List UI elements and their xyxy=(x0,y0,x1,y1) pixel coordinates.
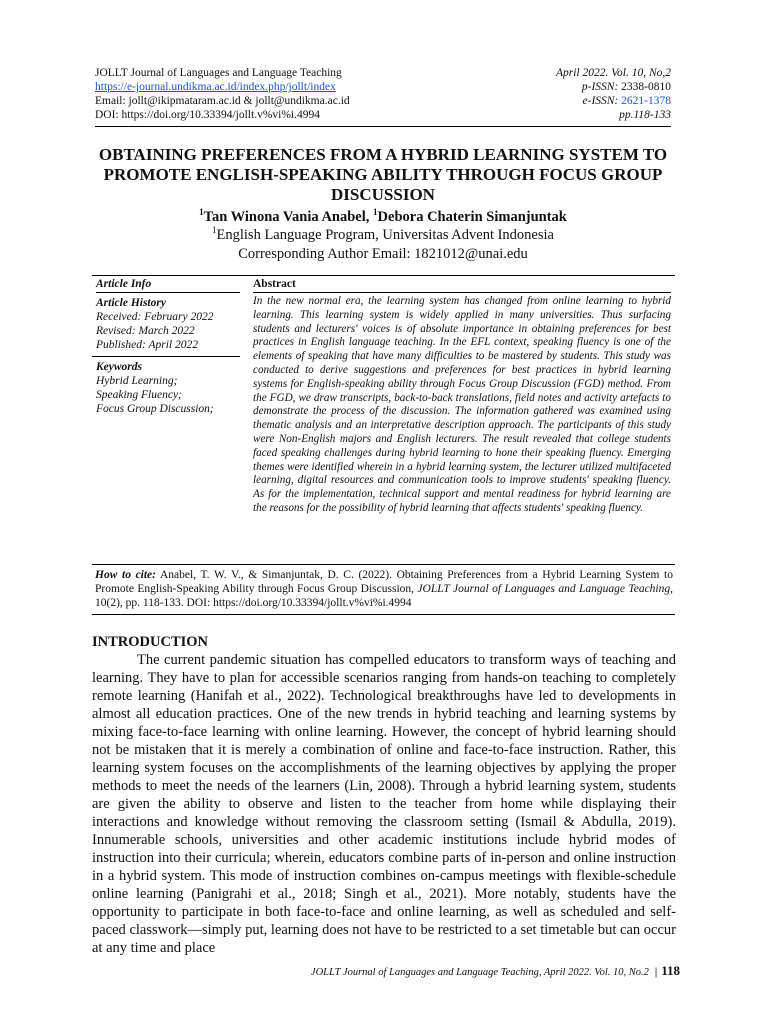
author2-name: Debora Chaterin Simanjuntak xyxy=(377,209,567,225)
footer-journal: JOLLT Journal of Languages and Language Teaching, April 2022. Vol. 10, No.2 xyxy=(310,967,649,978)
keyword: Focus Group Discussion; xyxy=(96,403,214,415)
journal-name: JOLLT Journal of Languages and Language Teaching xyxy=(95,67,342,79)
paper-title: OBTAINING PREFERENCES FROM A HYBRID LEARNING SYSTEM TO PROMOTE ENGLISH-SPEAKING ABILITY THROUGH FOCUS GROUP DISCUSSION xyxy=(98,145,668,204)
introduction-heading: INTRODUCTION xyxy=(92,634,209,650)
affiliation-superscript: 1 xyxy=(212,225,217,236)
affiliation-text: English Language Program, Universitas Advent Indonesia xyxy=(216,227,554,243)
author2-superscript: 1 xyxy=(373,207,378,218)
published-date: Published: April 2022 xyxy=(96,339,199,351)
article-info-column xyxy=(96,276,240,416)
issue-info: April 2022. Vol. 10, No,2 xyxy=(555,67,671,79)
revised-date: Revised: March 2022 xyxy=(96,325,195,337)
abstract-column xyxy=(253,276,671,516)
author-line xyxy=(88,208,678,226)
article-info-box xyxy=(92,275,675,565)
journal-header xyxy=(95,66,671,127)
abstract-heading: Abstract xyxy=(253,276,671,293)
cite-label: How to cite: xyxy=(95,569,156,581)
abstract-text: In the new normal era, the learning system has changed from online learning to hybrid learning. This learning system is widely applied in many universities. Thus surfacing students and lecturers' voices is of absolute importance in obtaining preferences for best practices in English language teaching. In the EFL context, speaking fluency is one of the elements of speaking that have many difficulties to be mastered by students. This study was conducted to derive suggestions and preferences for best practices in hybrid learning systems for English-speaking ability through Focus Group Discussion (FGD) method. From the FGD, we draw transcripts, back-to-back translations, field notes and activity artefacts to demonstrate the process of the discussion. The information gathered was examined using thematic analysis and an interpretative description approach. The participants of this study were Non-English majors and English lecturers. The result revealed that college students faced speaking challenges during hybrid learning to hone their speaking fluency. Emerging themes were identified wherein in a hybrid learning system, the lecturer utilized multifaceted learning, digital resources and communication tools to improve students' speaking fluency. As for the implementation, technical support and mental readiness for hybrid learning are the reasons for the possibility of hybrid learning that affects students' speaking fluency. xyxy=(253,295,671,514)
keywords-title: Keywords xyxy=(96,361,142,373)
page-range: pp.118-133 xyxy=(619,109,671,121)
e-issn xyxy=(583,94,671,108)
corresponding-email: Corresponding Author Email: 1821012@unai.edu xyxy=(238,246,528,262)
how-to-cite xyxy=(95,568,673,610)
cite-text-end: , 10(2), pp. 118-133. DOI: https://doi.org/10.33394/jollt.v%vi%i.4994 xyxy=(95,583,673,609)
e-issn-label: e-ISSN: xyxy=(582,95,619,107)
p-issn xyxy=(582,80,671,94)
page-footer xyxy=(260,964,680,980)
cite-journal: JOLLT Journal of Languages and Language Teaching xyxy=(417,583,671,595)
article-history-title: Article History xyxy=(96,297,166,309)
p-issn-value: 2338-0810 xyxy=(621,81,671,93)
cite-text: Anabel, T. W. V., & Simanjuntak, D. C. (2022). Obtaining Preferences from a Hybrid Learning System to Promote English-Speaking Ability through Focus Group Discussion, xyxy=(95,569,673,595)
article-info-heading: Article Info xyxy=(96,276,240,293)
keyword: Speaking Fluency; xyxy=(96,389,182,401)
author1-superscript: 1 xyxy=(199,207,204,218)
introduction-paragraph: The current pandemic situation has compelled educators to transform ways of teaching and learning. They have to plan for accessible scenarios ranging from hands-on teaching to completely remote learning (Hanifah et al., 2022). Technological breakthroughs have led to developments in almost all education practices. One of the new trends in hybrid teaching and learning systems by mixing face-to-face learning with online learning. However, the concept of hybrid learning should not be mistaken that it is merely a combination of online and face-to-face instruction. Rather, this learning system focuses on the accomplishments of the learning objectives by applying the proper methods to meet the needs of the learners (Lin, 2008). Through a hybrid learning system, students are given the ability to observe and listen to the teacher from home while displaying their interactions and knowledge without removing the classroom setting (Ismail & Abdulla, 2019). Innumerable schools, universities and other academic institutions include hybrid modes of instruction into their curricula; wherein, educators combine parts of in-person and online instruction in a hybrid system. This mode of instruction combines on-campus meetings with flexible-schedule online learning (Panigrahi et al., 2018; Singh et al., 2021). More notably, students have the opportunity to participate in both face-to-face and online learning, as well as scheduled and self-paced classwork—simply put, learning does not have to be restricted to a set timetable but can occur at any time and place xyxy=(92,652,676,956)
journal-url-link[interactable]: https://e-journal.undikma.ac.id/index.php/jollt/index xyxy=(95,81,336,93)
journal-doi: DOI: https://doi.org/10.33394/jollt.v%vi%i.4994 xyxy=(95,109,320,121)
cite-divider xyxy=(92,614,675,615)
info-divider xyxy=(92,356,240,357)
e-issn-value[interactable]: 2621-1378 xyxy=(621,95,671,107)
received-date: Received: February 2022 xyxy=(96,311,214,323)
author1-name: Tan Winona Vania Anabel, xyxy=(203,209,374,225)
keyword: Hybrid Learning; xyxy=(96,375,178,387)
page-number: 118 xyxy=(661,963,680,978)
footer-separator: | xyxy=(654,967,658,978)
affiliation xyxy=(88,226,678,244)
journal-email: Email: jollt@ikipmataram.ac.id & jollt@undikma.ac.id xyxy=(95,95,350,107)
p-issn-label: p-ISSN: xyxy=(581,81,619,93)
